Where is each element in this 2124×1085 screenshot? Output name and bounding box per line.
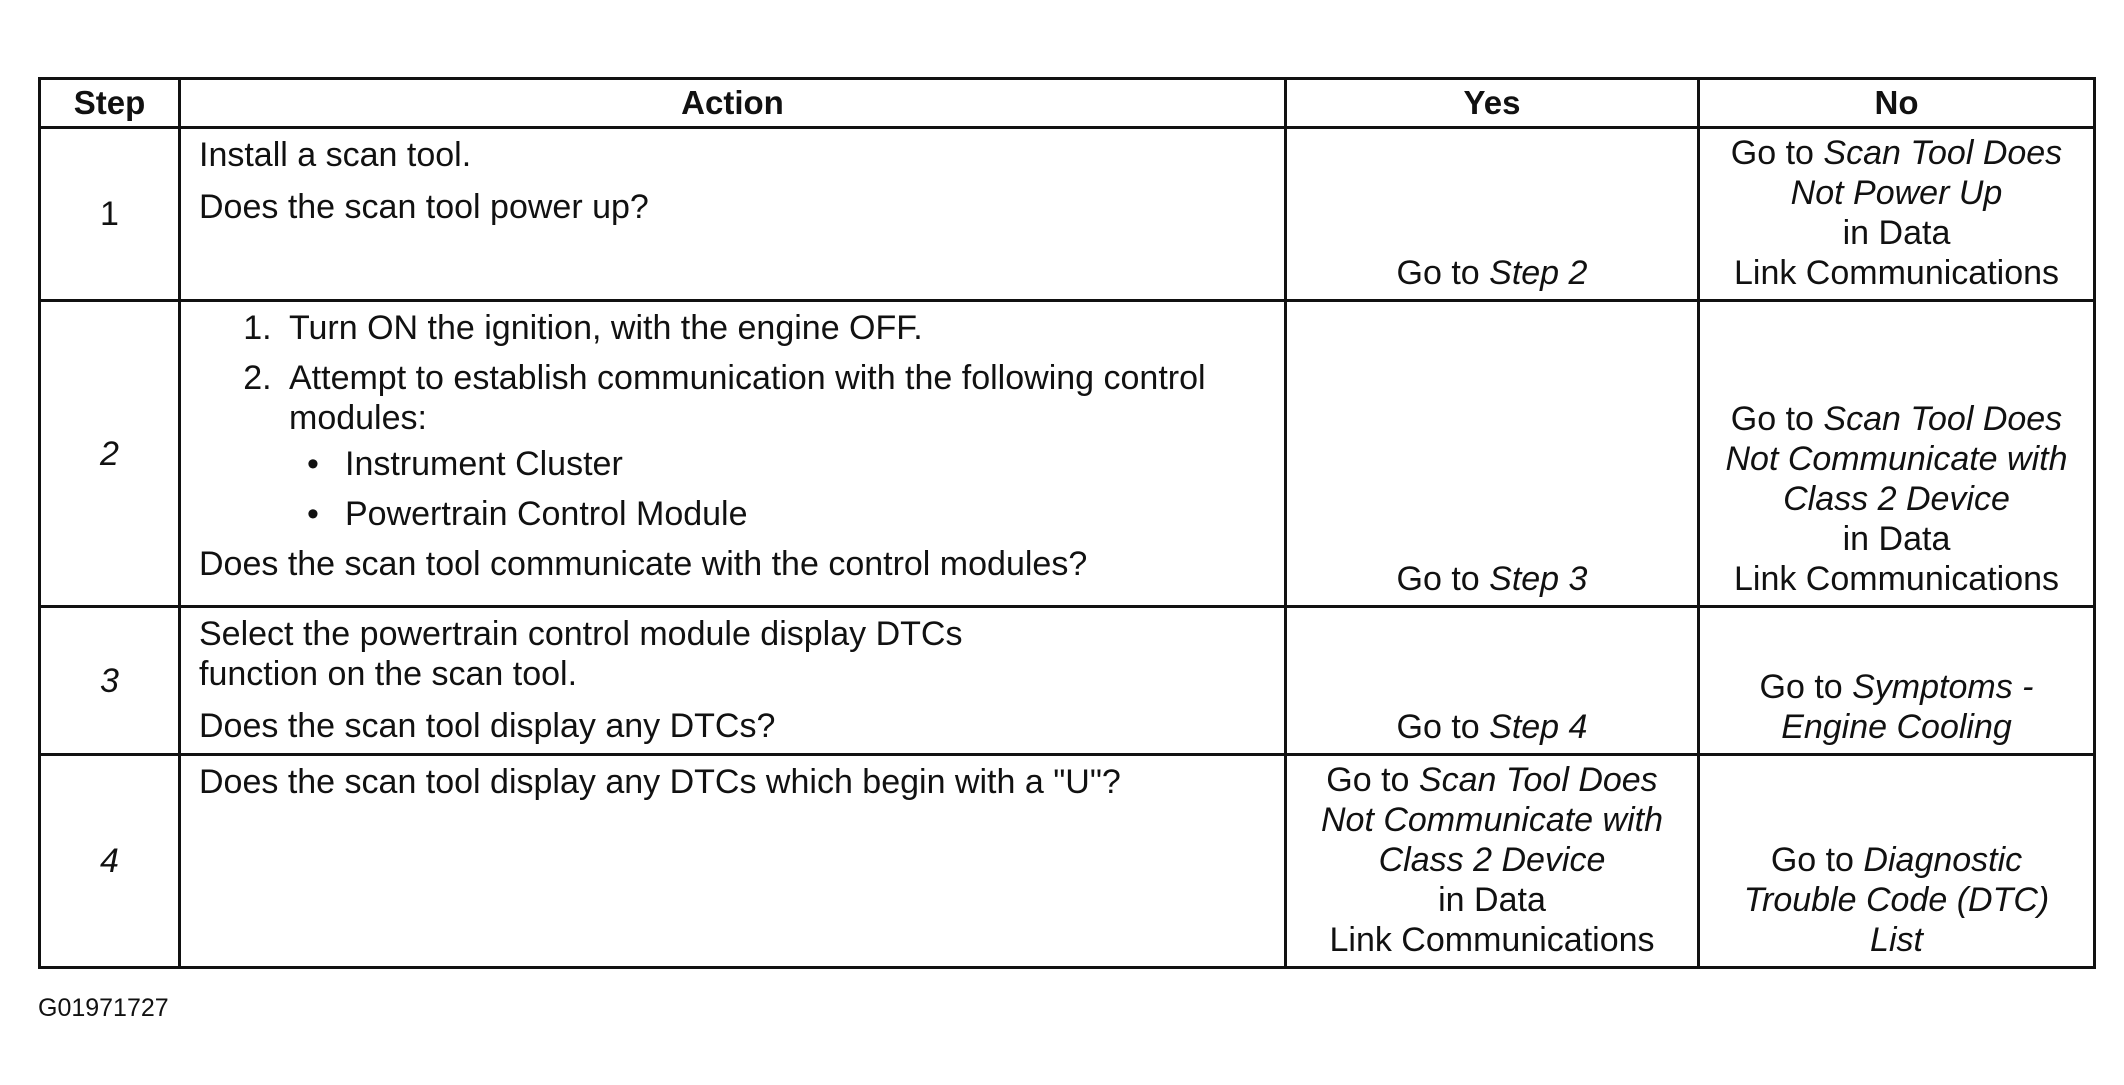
yes-cell	[1286, 755, 1699, 968]
diagnostic-table	[38, 77, 2096, 969]
no-cell	[1699, 301, 2095, 607]
yes-prefix: Go to	[1396, 254, 1490, 292]
no-link-part-2[interactable]: Not Communicate with	[1725, 440, 2068, 478]
step-number: 4	[40, 755, 180, 968]
figure-id-label: G01971727	[38, 994, 169, 1022]
action-question: Does the scan tool power up?	[199, 188, 649, 226]
yes-link[interactable]: Step 3	[1489, 560, 1588, 598]
header-step: Step	[40, 79, 180, 128]
yes-link-part-2[interactable]: Not Communicate with	[1320, 801, 1663, 839]
action-step-item: 1. Turn ON the ignition, with the engine OFF.	[281, 308, 1274, 348]
bullet-icon: •	[307, 495, 319, 533]
action-cell	[180, 301, 1286, 607]
table-row	[40, 607, 2095, 755]
yes-link[interactable]: Step 2	[1489, 254, 1588, 292]
yes-link-part-1[interactable]: Scan Tool Does	[1418, 761, 1658, 799]
step-number: 1	[40, 128, 180, 301]
no-link-part-1[interactable]: Symptoms -	[1852, 668, 2034, 706]
table-row	[40, 755, 2095, 968]
module-name: Powertrain Control Module	[345, 495, 748, 533]
step-number: 3	[40, 607, 180, 755]
action-cell	[180, 607, 1286, 755]
yes-suffix-1: in Data	[1438, 881, 1546, 919]
bullet-icon: •	[307, 445, 319, 483]
yes-prefix: Go to	[1326, 761, 1419, 799]
yes-cell	[1286, 301, 1699, 607]
action-step-item	[281, 358, 1274, 534]
action-text: Select the powertrain control module display DTCs function on the scan tool.	[199, 615, 963, 693]
no-suffix-1: in Data	[1842, 520, 1951, 558]
module-item	[307, 444, 1274, 484]
no-cell	[1699, 128, 2095, 301]
yes-link-part-3[interactable]: Class 2 Device	[1378, 841, 1606, 879]
no-link-part-1[interactable]: Diagnostic	[1863, 841, 2023, 879]
action-question: Does the scan tool display any DTCs?	[199, 707, 776, 745]
module-item	[307, 494, 1274, 534]
yes-suffix-2: Link Communications	[1329, 921, 1655, 959]
action-question: Does the scan tool communicate with the control modules?	[199, 545, 1088, 583]
no-link-part-2[interactable]: Trouble Code (DTC)	[1743, 881, 2050, 919]
no-suffix-1: in Data	[1842, 214, 1951, 252]
no-suffix-2: Link Communications	[1733, 254, 2060, 292]
yes-prefix: Go to	[1396, 708, 1490, 746]
yes-line-1	[1293, 760, 1691, 800]
no-link-part-1[interactable]: Scan Tool Does	[1823, 400, 2063, 438]
no-line-1	[1706, 399, 2087, 439]
table-header-row	[40, 79, 2095, 128]
no-link-part-1[interactable]: Scan Tool Does	[1823, 134, 2063, 172]
no-line-1	[1706, 667, 2087, 707]
no-cell	[1699, 755, 2095, 968]
module-list	[289, 444, 1274, 534]
no-suffix-2: Link Communications	[1733, 560, 2060, 598]
header-yes: Yes	[1286, 79, 1699, 128]
table-row	[40, 128, 2095, 301]
no-line-1	[1706, 133, 2087, 173]
module-name: Instrument Cluster	[345, 445, 623, 483]
yes-prefix: Go to	[1396, 560, 1490, 598]
no-prefix: Go to	[1730, 400, 1824, 438]
no-prefix: Go to	[1770, 841, 1864, 879]
header-action: Action	[180, 79, 1286, 128]
action-text: Install a scan tool.	[199, 136, 472, 174]
no-line-1	[1706, 840, 2087, 880]
yes-link[interactable]: Step 4	[1489, 708, 1588, 746]
no-link-part-2[interactable]: Engine Cooling	[1781, 708, 2012, 746]
yes-cell	[1286, 128, 1699, 301]
step-number: 2	[40, 301, 180, 607]
no-prefix: Go to	[1759, 668, 1853, 706]
no-prefix: Go to	[1730, 134, 1824, 172]
no-cell	[1699, 607, 2095, 755]
action-question: Does the scan tool display any DTCs which begin with a "U"?	[199, 763, 1121, 801]
action-cell	[180, 755, 1286, 968]
header-no: No	[1699, 79, 2095, 128]
no-link-part-3[interactable]: List	[1870, 921, 1923, 959]
no-link-part-2[interactable]: Not Power Up	[1790, 174, 2003, 212]
yes-cell	[1286, 607, 1699, 755]
no-link-part-3[interactable]: Class 2 Device	[1783, 480, 2010, 518]
action-steps-list	[199, 308, 1274, 534]
action-cell	[180, 128, 1286, 301]
table-row	[40, 301, 2095, 607]
action-step-text: Attempt to establish communication with the following control modules:	[289, 359, 1206, 437]
